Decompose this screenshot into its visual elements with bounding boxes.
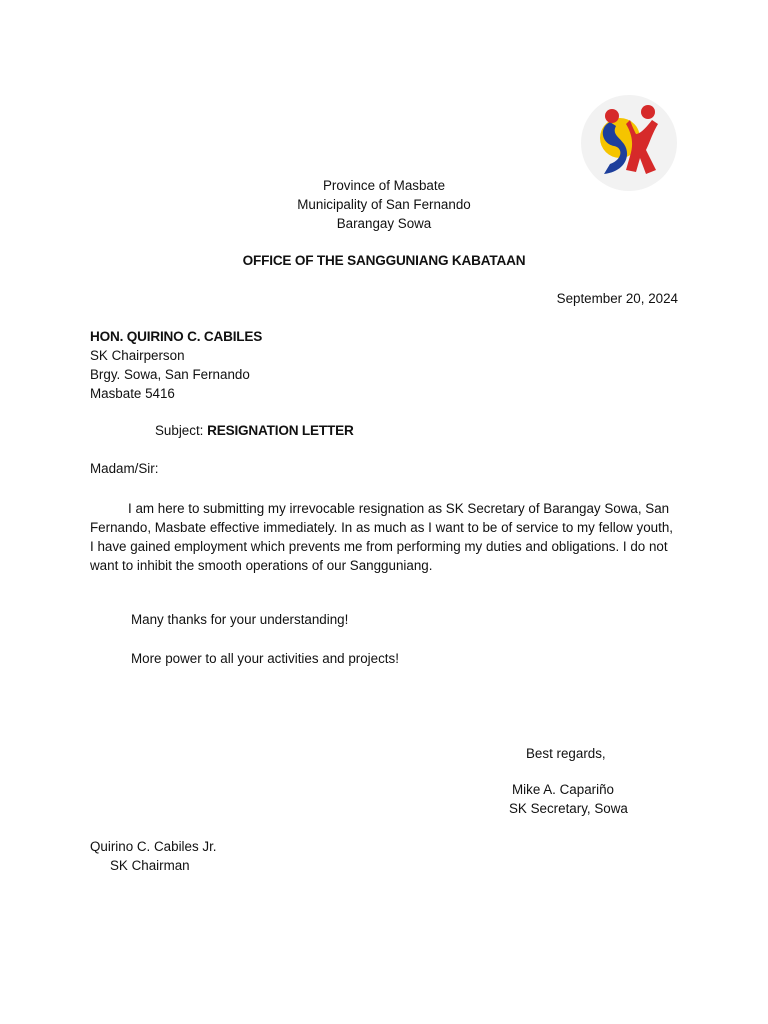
municipality-line: Municipality of San Fernando	[297, 197, 471, 212]
subject-value: RESIGNATION LETTER	[207, 423, 354, 438]
sender-title: SK Secretary, Sowa	[509, 801, 628, 816]
noted-title: SK Chairman	[110, 858, 190, 873]
recipient-position: SK Chairperson	[90, 348, 185, 363]
subject-label: Subject:	[155, 423, 204, 438]
closing-line: More power to all your activities and projects!	[131, 651, 399, 666]
recipient-address-1: Brgy. Sowa, San Fernando	[90, 367, 250, 382]
province-line: Province of Masbate	[322, 178, 446, 193]
barangay-line: Barangay Sowa	[336, 216, 432, 231]
recipient-address-2: Masbate 5416	[90, 386, 175, 401]
office-title: OFFICE OF THE SANGGUNIANG KABATAAN	[242, 253, 526, 268]
recipient-name: HON. QUIRINO C. CABILES	[90, 329, 263, 344]
thanks-line: Many thanks for your understanding!	[131, 612, 349, 627]
sk-logo-icon	[580, 94, 678, 192]
body-paragraph: I am here to submitting my irrevocable resignation as SK Secretary of Barangay Sowa, San Fernando, Masbate effective immediately. In as much as I want to be of service to my fellow youth, I have gained employment which prevents me from performing my duties and obligations. I do not want to inhibit the smooth operations of our Sangguniang.	[90, 501, 674, 573]
complimentary-close: Best regards,	[526, 746, 606, 761]
sender-name: Mike A. Capariño	[512, 782, 614, 797]
noted-name: Quirino C. Cabiles Jr.	[90, 839, 217, 854]
letter-date: September 20, 2024	[556, 291, 678, 306]
subject-line	[155, 423, 354, 438]
salutation: Madam/Sir:	[90, 461, 159, 476]
